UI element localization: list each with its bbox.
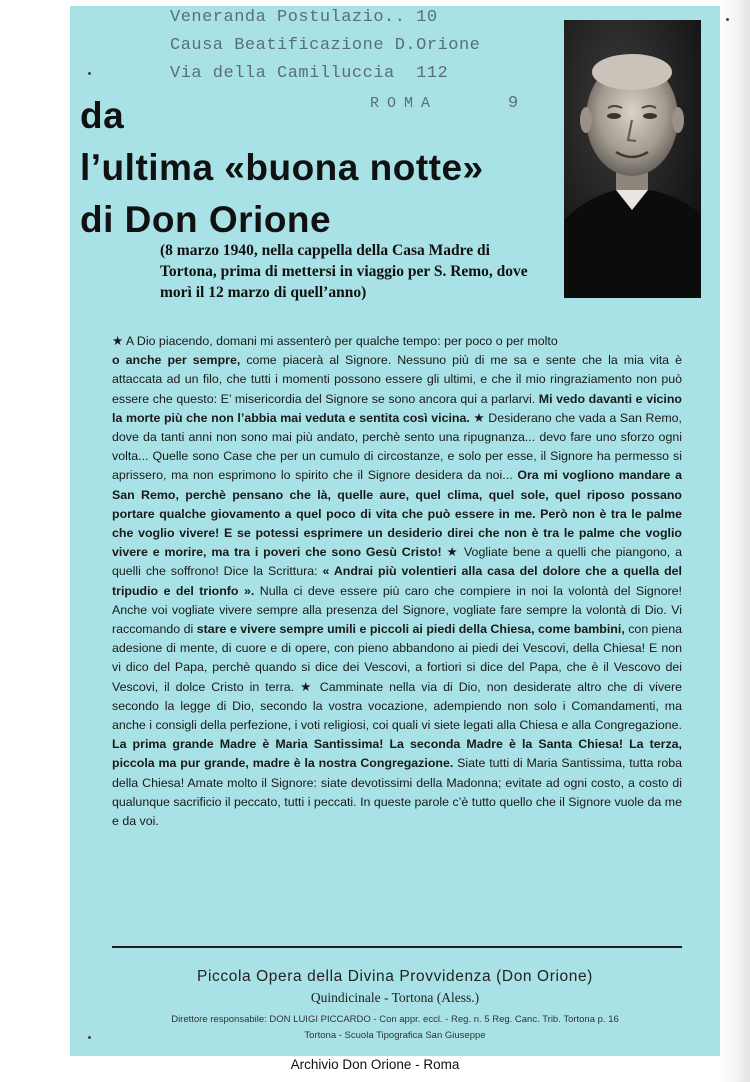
- printer-credit: Tortona - Scuola Tipografica San Giuseppe: [304, 1030, 486, 1041]
- scan-speck: [726, 18, 729, 21]
- scan-edge: [720, 0, 750, 1082]
- archive-caption: Archivio Don Orione - Roma: [290, 1057, 460, 1072]
- director-credit: Direttore responsabile: DON LUIGI PICCARDO - Con appr. eccl. - Reg. n. 5 Reg. Canc. Trib. Tortona p. 16: [171, 1014, 619, 1025]
- speech-segment: ★ Vogliate bene a quelli che piangono, a quelli che soffrono! Dice la Scrittura:: [112, 545, 682, 579]
- speech-segment: Nulla ci deve essere più caro che compiere in noi la volontà del Signore! Anche voi vogliate vivere sempre alla presenza del Signore, vogliate fare sempre la volontà di Dio. Vi raccomando di: [112, 583, 682, 637]
- speech-emphasis: Mi vedo davanti e vicino la morte più che non l’abbia mai veduta e sentita così vicina.: [112, 391, 682, 425]
- stamp-line-3: Via della Camilluccia 112: [170, 64, 449, 83]
- portrait-photo: [564, 20, 701, 298]
- publication-frequency: Quindicinale - Tortona (Aless.): [310, 990, 480, 1005]
- footer-divider: [112, 946, 682, 948]
- speech-segment: ★ Desiderano che vada a San Remo, dove da tanti anni non sono mai più andato, perchè sento una ripugnanza... devo fare uno sforzo ogni volta... Quelle sono Case che per un cumulo di circostanze, e solo per esse, il Signore ha permesso si aprissero, ma non esprimono lo spirito che il Signore desidera da noi...: [112, 410, 682, 483]
- speech-segment: Siate tutti di Maria Santissima, tutta roba della Chiesa! Amate molto il Signore: siate devotissimi della Madonna; evitate ad ogni costo, a costo di qualunque sacrificio il peccato, tutti i peccati. In queste parole c’è tutto quello che il Signore vuole da me e da voi.: [112, 756, 682, 829]
- speech-segment: ★ A Dio piacendo, domani mi assenterò per qualche tempo: per poco o per molto: [112, 334, 558, 348]
- stamp-line-1: Veneranda Postulazio.. 10: [170, 8, 438, 27]
- title-line-1: da: [80, 95, 125, 136]
- page-title: [80, 90, 560, 246]
- publisher-name: Piccola Opera della Divina Provvidenza (Don Orione): [197, 968, 593, 985]
- speech-emphasis: o anche per sempre,: [112, 353, 241, 368]
- occasion-subtitle: (8 marzo 1940, nella cappella della Casa Madre di Tortona, prima di mettersi in viaggio per S. Remo, dove morì il 12 marzo di quell’anno): [160, 242, 528, 301]
- speech-segment: con piena adesione di mente, di cuore e di opere, con pieno abbandono ai piedi dei Vescovi, della Chiesa! E non vi dico del Papa, perchè quando si dice dei Vescovi, a fortiori si dice del Papa, che è il Vescovo dei Vescovi, il dolce Cristo in terra. ★ Camminate nella via di Dio, non desiderate altro che di vivere secondo la legge di Dio, secondo la vostra vocazione, adempiendo non solo i Comandamenti, ma anche i consigli della perfezione, i voti religiosi, coi quali vi siete legati alla Chiesa e alla Congregazione.: [112, 622, 682, 733]
- stamp-number: 9: [508, 94, 519, 113]
- speech-emphasis: « Andrai più volentieri alla casa del dolore che a quella del tripudio e del trionfo ».: [112, 564, 682, 598]
- speech-emphasis: Ora mi vogliono mandare a San Remo, perchè pensano che là, quelle aure, quel clima, quel sole, quel riposo possano portare qualche giovamento a quel poco di vita che può essere in me. Però non è tra le palme che voglio vivere! E se potessi esprimere un desiderio direi che non è tra le palme che voglio vivere e morire, ma tra i poveri che sono Gesù Cristo!: [112, 468, 682, 560]
- scan-speck: [88, 72, 91, 75]
- portrait-image: [564, 20, 701, 298]
- speech-emphasis: La prima grande Madre è Maria Santissima! La seconda Madre è la Santa Chiesa! La terza, piccola ma pur grande, madre è la nostra Congregazione.: [112, 737, 682, 771]
- title-line-3: di Don Orione: [80, 199, 332, 240]
- speech-segment: come piacerà al Signore. Nessuno più di me sa e sente che la mia vita è attaccata ad un filo, che tutti i momenti possono essere gli ultimi, e che il mio ringraziamento non può essere che questo: E’ misericordia del Signore se sono ancora qui a parlarvi.: [112, 353, 683, 406]
- title-line-2: l’ultima «buona notte»: [80, 147, 484, 188]
- stamp-city: ROMA: [370, 95, 439, 112]
- stamp-line-2: Causa Beatificazione D.Orione: [170, 36, 481, 55]
- speech-emphasis: stare e vivere sempre umili e piccoli ai piedi della Chiesa, come bambini,: [196, 622, 625, 637]
- left-margin: [0, 0, 70, 1082]
- postulation-stamp: [170, 4, 550, 113]
- speech-text: [112, 332, 682, 831]
